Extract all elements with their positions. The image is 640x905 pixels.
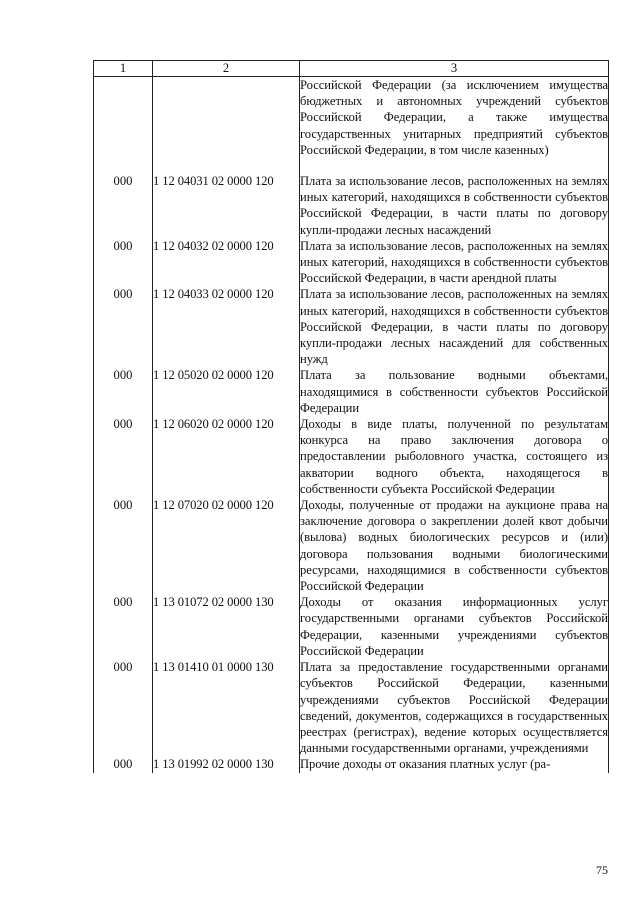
admin-code-cell: 000 <box>94 238 153 287</box>
column-header-description: 3 <box>300 61 609 77</box>
description-cell: Плата за использование лесов, расположенных на землях иных категорий, находящихся в собственности субъектов Российской Федерации, в части арендной платы <box>300 238 608 286</box>
table-row-continuation <box>94 77 609 174</box>
admin-code-cell: 000 <box>94 367 153 416</box>
header-row <box>94 61 609 77</box>
description-cell: Плата за предоставление государственными органами субъектов Российской Федерации, казенными учреждениями субъектов Российской Федерации сведений, документов, содержащихся в государственных реестрах (регистрах), ведение которых осуществляется данными государственными органами, учреждениями <box>300 660 608 756</box>
table-body <box>94 77 609 773</box>
budget-code-cell: 1 12 04032 02 0000 120 <box>153 238 300 287</box>
table-header <box>94 61 609 77</box>
table-row <box>94 367 609 416</box>
table-row <box>94 659 609 756</box>
table-row <box>94 286 609 367</box>
budget-code-cell: 1 12 06020 02 0000 120 <box>153 416 300 497</box>
budget-code-cell: 1 12 04031 02 0000 120 <box>153 173 300 238</box>
empty-cell <box>94 77 153 174</box>
table-row <box>94 594 609 659</box>
admin-code-cell: 000 <box>94 659 153 756</box>
admin-code-cell: 000 <box>94 173 153 238</box>
budget-code-cell: 1 13 01072 02 0000 130 <box>153 594 300 659</box>
budget-code-cell: 1 12 04033 02 0000 120 <box>153 286 300 367</box>
page-number: 75 <box>596 863 608 877</box>
admin-code-cell: 000 <box>94 416 153 497</box>
admin-code-cell: 000 <box>94 286 153 367</box>
description-cell: Доходы от оказания информационных услуг государственными органами субъектов Российской Федерации, казенными учреждениями субъектов Российской Федерации <box>300 595 608 658</box>
description-cell: Прочие доходы от оказания платных услуг (ра- <box>300 756 609 772</box>
description-cell: Плата за пользование водными объектами, находящимися в собственности субъектов Российской Федерации <box>300 368 608 415</box>
table-row <box>94 416 609 497</box>
admin-code-cell: 000 <box>94 594 153 659</box>
continuation-description-cell: Российской Федерации (за исключением имущества бюджетных и автономных учреждений субъектов Российской Федерации, а также имущества государственных унитарных предприятий субъектов Российской Федерации, в том числе казенных) <box>300 77 609 174</box>
table-row <box>94 238 609 287</box>
empty-cell <box>153 77 300 174</box>
admin-code-cell: 000 <box>94 497 153 594</box>
table-row <box>94 756 609 772</box>
budget-code-cell: 1 13 01410 01 0000 130 <box>153 659 300 756</box>
budget-classification-table <box>93 60 609 773</box>
budget-code-cell: 1 12 07020 02 0000 120 <box>153 497 300 594</box>
table-row <box>94 173 609 238</box>
description-cell: Доходы, полученные от продажи на аукционе права на заключение договора о закреплении долей квот добычи (вылова) водных биологических ресурсов и (или) договора пользования водными биологическими ресурсами, находящимися в собственности субъектов Российской Федерации <box>300 498 608 594</box>
budget-code-cell: 1 12 05020 02 0000 120 <box>153 367 300 416</box>
admin-code-cell: 000 <box>94 756 153 772</box>
column-header-code: 2 <box>153 61 300 77</box>
description-cell: Плата за использование лесов, расположенных на землях иных категорий, находящихся в собственности субъектов Российской Федерации, в части платы по договору купли-продажи лесных насаждений <box>300 174 608 237</box>
description-cell: Доходы в виде платы, полученной по результатам конкурса на право заключения договора о предоставлении рыболовного участка, состоящего из акватории водного объекта, находящегося в собственности субъекта Российской Федерации <box>300 417 608 496</box>
table-row <box>94 497 609 594</box>
column-header-admin: 1 <box>94 61 153 77</box>
description-cell: Плата за использование лесов, расположенных на землях иных категорий, находящихся в собственности субъектов Российской Федерации, в части платы по договору купли-продажи лесных насаждений для собственных нужд <box>300 287 608 367</box>
budget-code-cell: 1 13 01992 02 0000 130 <box>153 756 300 772</box>
